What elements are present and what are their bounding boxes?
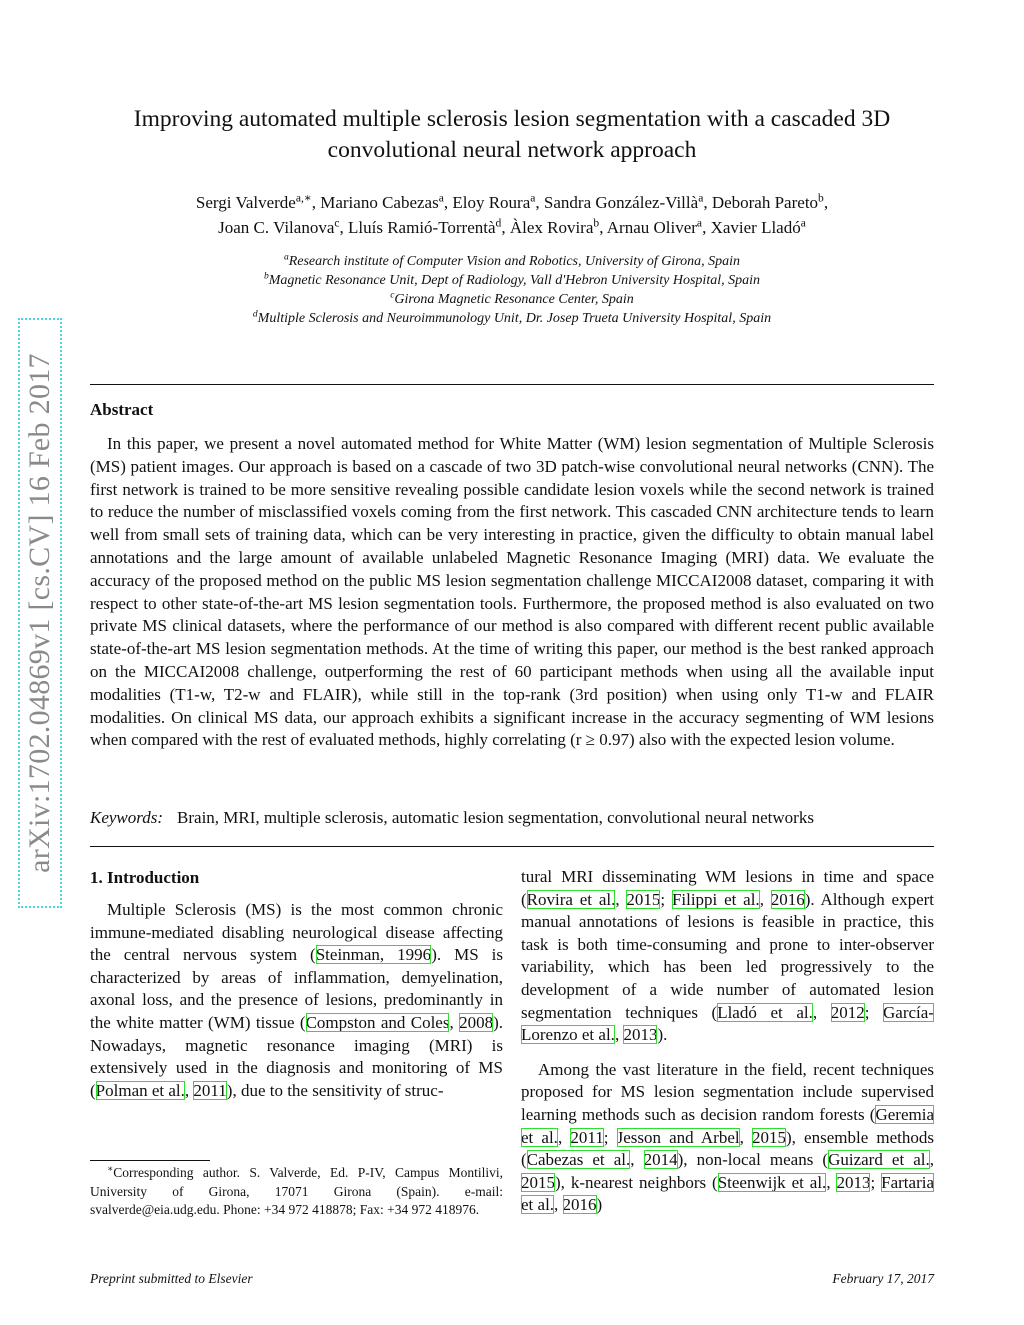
citation-link[interactable]: 2008 <box>459 1012 494 1032</box>
citation-link[interactable]: Rovira et al. <box>526 889 616 909</box>
citation-link[interactable]: Filippi et al. <box>671 889 760 909</box>
citation-link[interactable]: 2014 <box>643 1150 678 1170</box>
affiliation-text: Multiple Sclerosis and Neuroimmunology Unit, Dr. Josep Trueta University Hospital, Spain <box>257 311 772 326</box>
body-text: , <box>812 1002 831 1022</box>
body-text: ). <box>657 1025 668 1045</box>
citation-link[interactable]: 2011 <box>193 1080 227 1100</box>
author-affil-sup: b <box>818 191 824 205</box>
author-name: Lluís Ramió-Torrentà <box>348 218 496 237</box>
citation-link[interactable]: Steenwijk et al. <box>717 1172 827 1192</box>
citation-link[interactable]: 2013 <box>623 1025 658 1045</box>
affiliation-list <box>90 252 934 328</box>
body-text: ), k-nearest neighbors ( <box>555 1172 718 1192</box>
body-text: ; <box>660 889 672 909</box>
citation-link[interactable]: 2016 <box>770 889 805 909</box>
abstract-heading: Abstract <box>90 400 154 419</box>
body-text: Among the vast literature in the field, recent techniques proposed for MS lesion segmentation include supervised learning methods such as decision random forests ( <box>521 1059 934 1124</box>
body-text: , <box>826 1172 837 1192</box>
citation-link[interactable]: Geremia et al. <box>521 1104 934 1147</box>
abstract-top-rule <box>90 384 934 385</box>
citation-link[interactable]: 2016 <box>562 1195 597 1215</box>
citation-link[interactable]: Jesson and Arbel <box>616 1127 740 1147</box>
body-text: , <box>557 1127 571 1147</box>
author-affil-sup: a <box>698 191 704 205</box>
footnote-text: Corresponding author. S. Valverde, Ed. P-IV, Campus Montilivi, University of Girona, 17071 Girona (Spain). e-mail: svalverde@eia.udg.edu. Phone: +34 972 418878; Fax: +34 972 418976. <box>90 1165 503 1217</box>
citation-link[interactable]: 2013 <box>836 1172 871 1192</box>
body-text: , <box>759 889 771 909</box>
citation-link[interactable]: 2015 <box>626 889 661 909</box>
citation-link[interactable]: 2012 <box>830 1002 865 1022</box>
author-name: Eloy Roura <box>452 193 531 212</box>
author-affil-sup: c <box>334 216 340 230</box>
author-name: Sandra González-Villà <box>543 193 699 212</box>
affiliation-text: Girona Magnetic Resonance Center, Spain <box>394 292 634 307</box>
title-line-2: convolutional neural network approach <box>327 137 697 163</box>
body-text: ), ensemble methods ( <box>521 1127 935 1170</box>
body-text: ). MS is characterized by areas of inflammation, demyelination, axonal loss, and the presence of lesions, predominantly in the white matter (WM) tissue ( <box>90 945 504 1032</box>
citation-link[interactable]: Cabezas et al. <box>526 1150 631 1170</box>
author-line-2: Joan C. Vilanova$^c$, Lluís Ramió-Torrentà$^d$, Àlex Rovira$^b$, Arnau Oliver$^a$, Xavier Lladó$^a$ <box>218 216 806 237</box>
citation-link[interactable]: Steinman, 1996 <box>315 945 432 965</box>
author-affil-sup: a <box>696 216 703 230</box>
body-text: tural MRI disseminating WM lesions in time and space ( <box>521 867 934 909</box>
title-line-1: Improving automated multiple sclerosis lesion segmentation with a cascaded 3D <box>133 106 891 132</box>
citation-link[interactable]: Lladó et al. <box>717 1002 813 1022</box>
body-text: , <box>614 1025 624 1045</box>
body-text: , <box>449 1012 460 1032</box>
keywords-text: Brain, MRI, multiple sclerosis, automatic lesion segmentation, convolutional neural networks <box>177 808 814 827</box>
body-text: ), due to the sensitivity of struc- <box>226 1080 444 1100</box>
affiliation-sup: a <box>283 252 289 263</box>
affiliation-c <box>90 290 934 309</box>
footer-preprint-note: Preprint submitted to Elsevier <box>90 1271 253 1286</box>
author-name: Joan C. Vilanova <box>218 218 335 237</box>
author-affil-sup: a <box>530 191 536 205</box>
affiliation-sup: b <box>263 271 269 282</box>
paragraph <box>521 866 934 1047</box>
affiliation-sup: c <box>390 290 395 301</box>
author-list <box>90 190 934 240</box>
citation-link[interactable]: García-Lorenzo et al. <box>521 1002 934 1045</box>
footnote-mark: ∗ <box>107 1163 114 1174</box>
body-text: Multiple Sclerosis (MS) is the most common chronic immune-mediated disabling neurological disease affecting the central nervous system ( <box>90 900 503 965</box>
arxiv-identifier-text: arXiv:1702.04869v1 [cs.CV] 16 Feb 2017 <box>23 353 56 873</box>
arxiv-identifier-stamp[interactable] <box>18 318 62 908</box>
author-name: Arnau Oliver <box>606 218 697 237</box>
affiliation-text: Magnetic Resonance Unit, Dept of Radiology, Vall d'Hebron University Hospital, Spain <box>268 273 760 288</box>
body-text: , <box>929 1150 935 1170</box>
author-name: Xavier Lladó <box>710 218 801 237</box>
body-text: , <box>630 1150 644 1170</box>
footer-date: February 17, 2017 <box>832 1271 934 1286</box>
body-text: ; <box>870 1172 882 1192</box>
keywords-line <box>90 808 934 828</box>
author-affil-sup: b <box>593 216 600 230</box>
citation-link[interactable]: Fartaria et al. <box>521 1172 934 1215</box>
affiliation-d <box>90 309 934 328</box>
body-text: , <box>739 1127 752 1147</box>
body-text: , <box>554 1195 563 1215</box>
author-line-1: Sergi Valverde$^{a,∗}$, Mariano Cabezas$^a$, Eloy Roura$^a$, Sandra González-Villà$^a$, Deborah Pareto$^b$, <box>195 191 829 212</box>
footnote-rule <box>90 1160 210 1161</box>
author-name: Àlex Rovira <box>509 218 594 237</box>
body-text: , <box>184 1080 194 1100</box>
author-affil-sup: a,∗ <box>295 191 312 205</box>
citation-link[interactable]: 2011 <box>570 1127 604 1147</box>
affiliation-a <box>90 252 934 271</box>
paragraph <box>521 1059 934 1217</box>
citation-link[interactable]: 2015 <box>752 1127 786 1147</box>
affiliation-text: Research institute of Computer Vision and Robotics, University of Girona, Spain <box>288 254 741 269</box>
abstract-body: In this paper, we present a novel automated method for White Matter (WM) lesion segmentation of Multiple Sclerosis (MS) patient images. Our approach is based on a cascade of two 3D patch-wise convolutional neural networks (CNN). The first network is trained to be more sensitive revealing possible candidate lesion voxels while the second network is trained to reduce the number of misclassified voxels coming from the first network. This cascaded CNN architecture tends to learn well from small sets of training data, which can be very interesting in practice, given the difficulty to obtain manual label annotations and the large amount of available unlabeled Magnetic Resonance Imaging (MRI) data. We evaluate the accuracy of the proposed method on the public MS lesion segmentation challenge MICCAI2008 dataset, comparing it with respect to other state-of-the-art MS lesion segmentation tools. Furthermore, the proposed method is also evaluated on two private MS clinical datasets, where the performance of our method is also compared with different recent public available state-of-the-art MS lesion segmentation methods. At the time of writing this paper, our method is the best ranked approach on the MICCAI2008 challenge, outperforming the rest of 60 participant methods when using all the available input modalities (T1-w, T2-w and FLAIR), while still in the top-rank (3rd position) when using only T1-w and FLAIR modalities. On clinical MS data, our approach exhibits a significant increase in the accuracy segmenting of WM lesions when compared with the rest of evaluated methods, highly correlating (r ≥ 0.97) also with the expected lesion volume. <box>90 434 934 750</box>
author-name: Mariano Cabezas <box>320 193 439 212</box>
section-heading-introduction: 1. Introduction <box>90 868 200 887</box>
author-affil-sup: a <box>438 191 444 205</box>
body-text: , <box>615 889 627 909</box>
body-text: ; <box>603 1127 617 1147</box>
author-name: Deborah Pareto <box>711 193 819 212</box>
body-text: ). Nowadays, magnetic resonance imaging (MRI) is extensively used in the diagnosis and monitoring of MS ( <box>90 1012 504 1100</box>
footnote <box>90 1164 503 1220</box>
citation-link[interactable]: Guizard et al. <box>828 1150 930 1170</box>
right-column-text <box>521 866 934 1217</box>
affiliation-sup: d <box>252 309 258 320</box>
body-text: ) <box>596 1195 603 1215</box>
author-affil-sup: d <box>495 216 502 230</box>
affiliation-b <box>90 271 934 290</box>
citation-link[interactable]: Compston and Coles <box>305 1012 450 1032</box>
citation-link[interactable]: Polman et al. <box>95 1080 185 1100</box>
author-name: Sergi Valverde <box>195 193 296 212</box>
body-text: ). Although expert manual annotations of lesions is feasible in practice, this task is both time-consuming and prone to inter-observer variability, which has been led progressively to the development of a wide number of automated lesion segmentation techniques ( <box>521 889 935 1022</box>
abstract-bottom-rule <box>90 846 934 847</box>
keywords-label: Keywords: <box>90 808 164 827</box>
citation-link[interactable]: 2015 <box>521 1172 555 1192</box>
paper-title <box>90 104 934 166</box>
body-text: ; <box>864 1002 884 1022</box>
left-column-text <box>90 899 503 1102</box>
author-affil-sup: a <box>800 216 806 230</box>
body-text: ), non-local means ( <box>677 1150 829 1170</box>
